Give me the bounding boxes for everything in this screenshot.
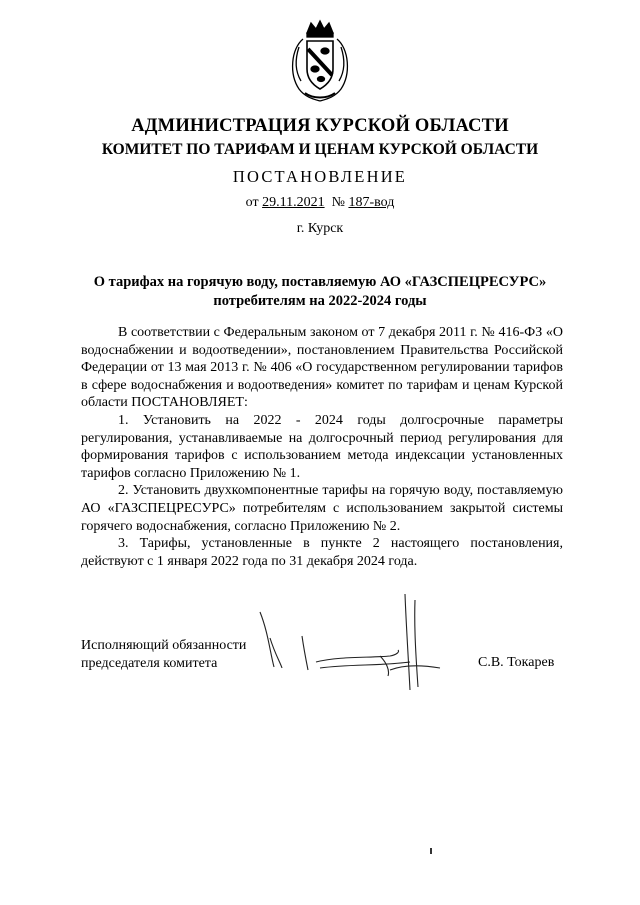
position-line: Исполняющий обязанности (81, 638, 247, 653)
coat-of-arms-icon (285, 19, 355, 104)
committee-name: КОМИТЕТ ПО ТАРИФАМ И ЦЕНАМ КУРСКОЙ ОБЛАСТИ (101, 141, 539, 158)
subject-line: потребителям на 2022-2024 годы (213, 293, 427, 309)
document-body (81, 324, 563, 570)
signatory-position (81, 637, 246, 673)
organization-name: АДМИНИСТРАЦИЯ КУРСКОЙ ОБЛАСТИ (131, 116, 509, 136)
position-line: председателя комитета (81, 656, 218, 671)
number-prefix: № (331, 195, 345, 210)
date-number-line (0, 195, 640, 211)
item-2-paragraph: 2. Установить двухкомпонентные тарифы на горячую воду, поставляемую АО «ГАЗСПЕЦРЕСУРС» потребителям с использованием закрытой системы горячего водоснабжения, согласно Приложению № 2. (81, 483, 563, 534)
signatory-name: С.В. Токарев (478, 655, 555, 670)
city: г. Курск (296, 221, 344, 236)
item-3-paragraph: 3. Тарифы, установленные в пункте 2 настоящего постановления, действуют с 1 января 2022 года по 31 декабря 2024 года. (81, 536, 563, 569)
document-date: 29.11.2021 (262, 195, 325, 210)
document-number: 187-вод (348, 195, 395, 210)
scan-mark (430, 848, 432, 854)
item-1-paragraph: 1. Установить на 2022 - 2024 годы долгосрочные параметры регулирования, устанавливаемые на долгосрочный период регулирования для формирования тарифов с использованием метода индексации установленных тарифов согласно Приложению № 1. (81, 412, 563, 481)
document-subject (0, 273, 640, 311)
date-prefix: от (245, 195, 259, 210)
handwritten-signature-icon (240, 592, 465, 692)
subject-line: О тарифах на горячую воду, поставляемую АО «ГАЗСПЕЦРЕСУРС» (93, 274, 547, 290)
document-type: ПОСТАНОВЛЕНИЕ (232, 167, 408, 186)
intro-paragraph: В соответствии с Федеральным законом от 7 декабря 2011 г. № 416-ФЗ «О водоснабжении и водоотведении», постановлением Правительства Российской Федерации от 13 мая 2013 г. № 406 «О государственном регулировании тарифов в сфере водоснабжения и водоотведения» комитет по тарифам и ценам Курской области ПОСТАНОВЛЯЕТ: (81, 325, 563, 411)
